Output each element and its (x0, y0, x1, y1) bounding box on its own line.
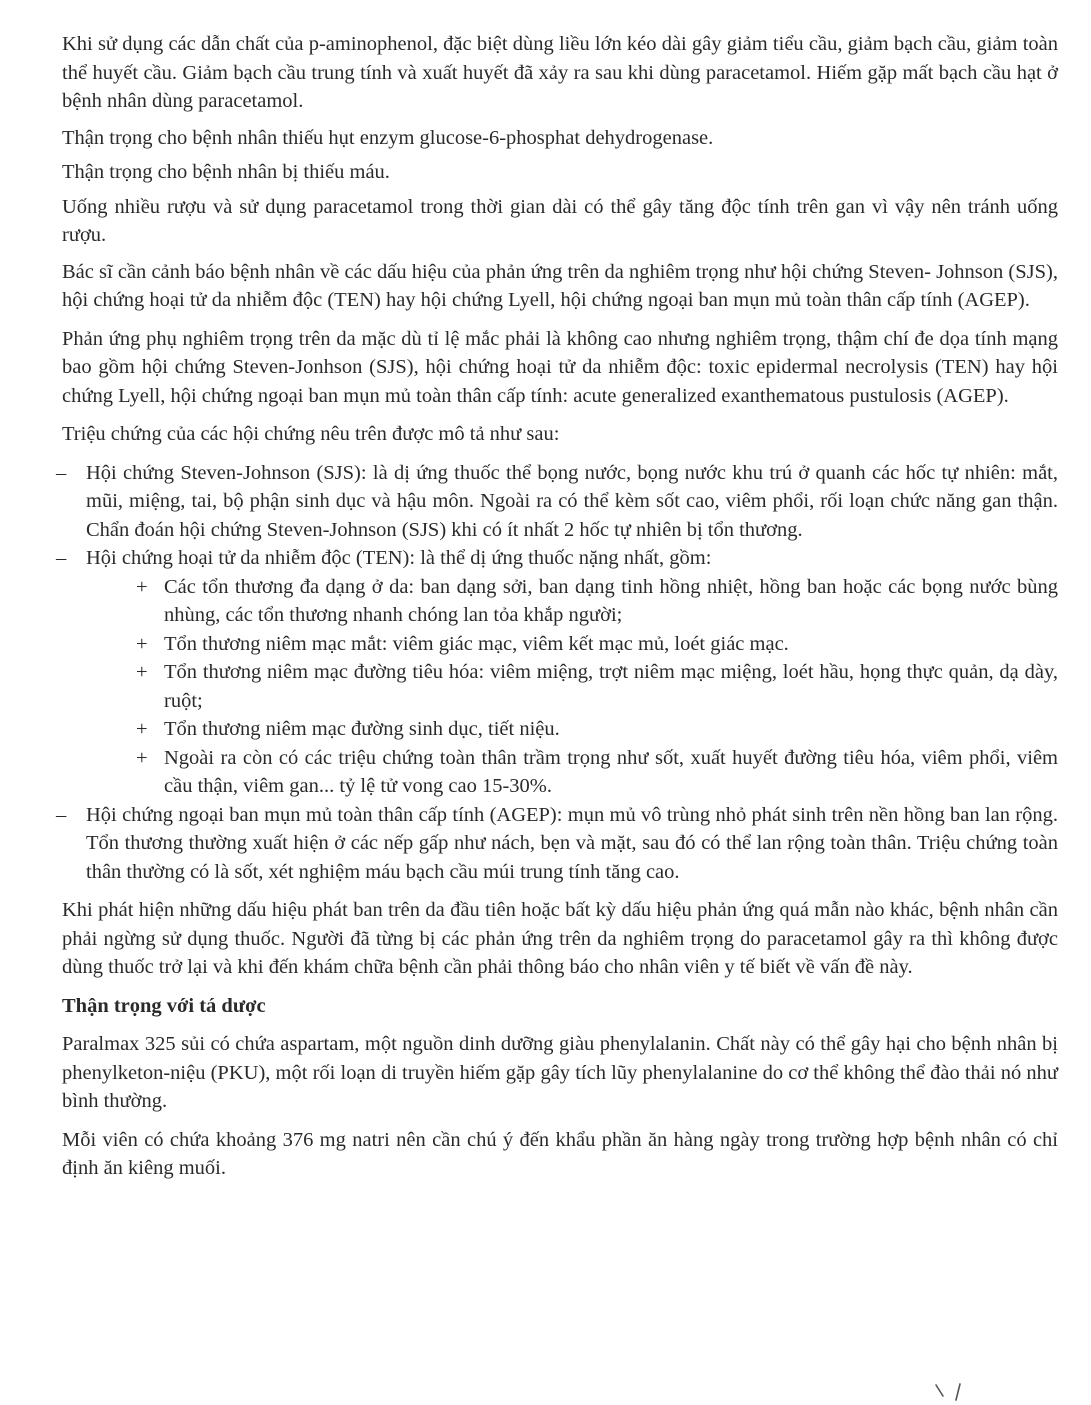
list-item-ten-genital (136, 715, 1058, 744)
list-item-ten-digestive (136, 658, 1058, 715)
list-item-ten-systemic (136, 744, 1058, 801)
dash-marker: – (56, 803, 67, 826)
paragraph-p-aminophenol: Khi sử dụng các dẫn chất của p-aminophenol, đặc biệt dùng liều lớn kéo dài gây giảm tiểu cầu, giảm bạch cầu, giảm toàn thể huyết cầu. Giảm bạch cầu trung tính và xuất huyết đã xảy ra sau khi dùng paracetamol. Hiếm gặp mất bạch cầu hạt ở bệnh nhân dùng paracetamol. (62, 33, 1058, 112)
list-item-agep (56, 801, 1058, 887)
paragraph-anemia: Thận trọng cho bệnh nhân bị thiếu máu. (62, 161, 390, 183)
ten-sublist (136, 573, 1058, 801)
paragraph-skin-warning: Bác sĩ cần cảnh báo bệnh nhân về các dấu hiệu của phản ứng trên da nghiêm trọng như hội chứng Steven- Johnson (SJS), hội chứng hoại tử da nhiễm độc (TEN) hay hội chứng Lyell, hội chứng ngoại ban mụn mủ toàn thân cấp tính (AGEP). (62, 260, 1058, 311)
paragraph-symptoms-intro: Triệu chứng của các hội chứng nêu trên được mô tả như sau: (62, 423, 560, 445)
list-item-text: Tổn thương niêm mạc mắt: viêm giác mạc, viêm kết mạc mủ, loét giác mạc. (164, 632, 789, 655)
list-item-ten (56, 544, 1058, 573)
dash-marker: – (56, 461, 67, 484)
plus-marker: + (136, 632, 148, 655)
section-heading-excipients: Thận trọng với tá dược (62, 994, 266, 1017)
paragraph-severe-reactions: Phản ứng phụ nghiêm trọng trên da mặc dù tỉ lệ mắc phải là không cao nhưng nghiêm trọng, thậm chí đe dọa tính mạng bao gồm hội chứng Steven-Jonhson (SJS), hội chứng hoại tử da nhiễm độc: toxic epidermal necrolysis (TEN) hay hội chứng Lyell, hội chứng ngoại ban mụn mủ toàn thân cấp tính: acute generalized exanthematous pustulosis (AGEP). (62, 327, 1058, 407)
list-item-ten-skin (136, 573, 1058, 630)
list-item-text: Tổn thương niêm mạc đường sinh dục, tiết niệu. (164, 718, 560, 740)
symptoms-list-continued (56, 801, 1058, 887)
list-item-ten-eye (136, 630, 1058, 659)
agep-description: Hội chứng ngoại ban mụn mủ toàn thân cấp tính (AGEP): mụn mủ vô trùng nhỏ phát sinh trên nền hồng ban lan rộng. Tổn thương thường xuất hiện ở các nếp gấp như nách, bẹn và mặt, sau đó có thể lan rộng toàn thân. Triệu chứng toàn thân thường có là sốt, xét nghiệm máu bạch cầu múi trung tính tăng cao. (86, 803, 1058, 883)
list-item-text: Ngoài ra còn có các triệu chứng toàn thân trầm trọng như sốt, xuất huyết đường tiêu hóa, viêm phổi, viêm cầu thận, viêm gan... tỷ lệ tử vong cao 15-30%. (164, 746, 1058, 797)
paragraph-stop-drug: Khi phát hiện những dấu hiệu phát ban trên da đầu tiên hoặc bất kỳ dấu hiệu phản ứng quá mẫn nào khác, bệnh nhân cần phải ngừng sử dụng thuốc. Người đã từng bị các phản ứng trên da nghiêm trọng do paracetamol gây ra thì không được dùng thuốc trở lại và khi đến khám chữa bệnh cần phải thông báo cho nhân viên y tế biết về vấn đề này. (62, 899, 1058, 978)
document-page (56, 30, 1058, 1191)
plus-marker: + (136, 661, 148, 683)
sjs-description: Hội chứng Steven-Johnson (SJS): là dị ứng thuốc thể bọng nước, bọng nước khu trú ở quanh các hốc tự nhiên: mắt, mũi, miệng, tai, bộ phận sinh dục và hậu môn. Ngoài ra có thể kèm sốt cao, viêm phổi, rối loạn chức năng gan thận. Chẩn đoán hội chứng Steven-Johnson (SJS) khi có ít nhất 2 hốc tự nhiên bị tổn thương. (86, 461, 1058, 541)
list-item-text: Các tổn thương đa dạng ở da: ban dạng sởi, ban dạng tinh hồng nhiệt, hồng ban hoặc các bọng nước bùng nhùng, các tổn thương nhanh chóng lan tỏa khắp người; (164, 575, 1058, 626)
paragraph-sodium: Mỗi viên có chứa khoảng 376 mg natri nên cần chú ý đến khẩu phần ăn hàng ngày trong trường hợp bệnh nhân có chỉ định ăn kiêng muối. (62, 1128, 1058, 1179)
list-item-sjs (56, 459, 1058, 545)
paragraph-g6pd: Thận trọng cho bệnh nhân thiếu hụt enzym glucose-6-phosphat dehydrogenase. (62, 126, 714, 149)
list-item-text: Tổn thương niêm mạc đường tiêu hóa: viêm miệng, trợt niêm mạc miệng, loét hầu, họng thực quản, dạ dày, ruột; (164, 661, 1058, 712)
plus-marker: + (136, 718, 148, 740)
signature-mark-icon (934, 1382, 970, 1402)
paragraph-aspartame: Paralmax 325 sủi có chứa aspartam, một nguồn dinh dưỡng giàu phenylalanin. Chất này có thể gây hại cho bệnh nhân bị phenylketon-niệu (PKU), một rối loạn di truyền hiếm gặp gây tích lũy phenylalanine do cơ thể không thể đào thải nó như bình thường. (62, 1033, 1058, 1112)
dash-marker: – (56, 547, 67, 569)
paragraph-alcohol: Uống nhiều rượu và sử dụng paracetamol trong thời gian dài có thể gây tăng độc tính trên gan vì vậy nên tránh uống rượu. (62, 195, 1058, 246)
plus-marker: + (136, 746, 148, 769)
plus-marker: + (136, 575, 148, 598)
symptoms-list (56, 459, 1058, 573)
ten-description: Hội chứng hoại tử da nhiễm độc (TEN): là thể dị ứng thuốc nặng nhất, gồm: (86, 547, 712, 569)
